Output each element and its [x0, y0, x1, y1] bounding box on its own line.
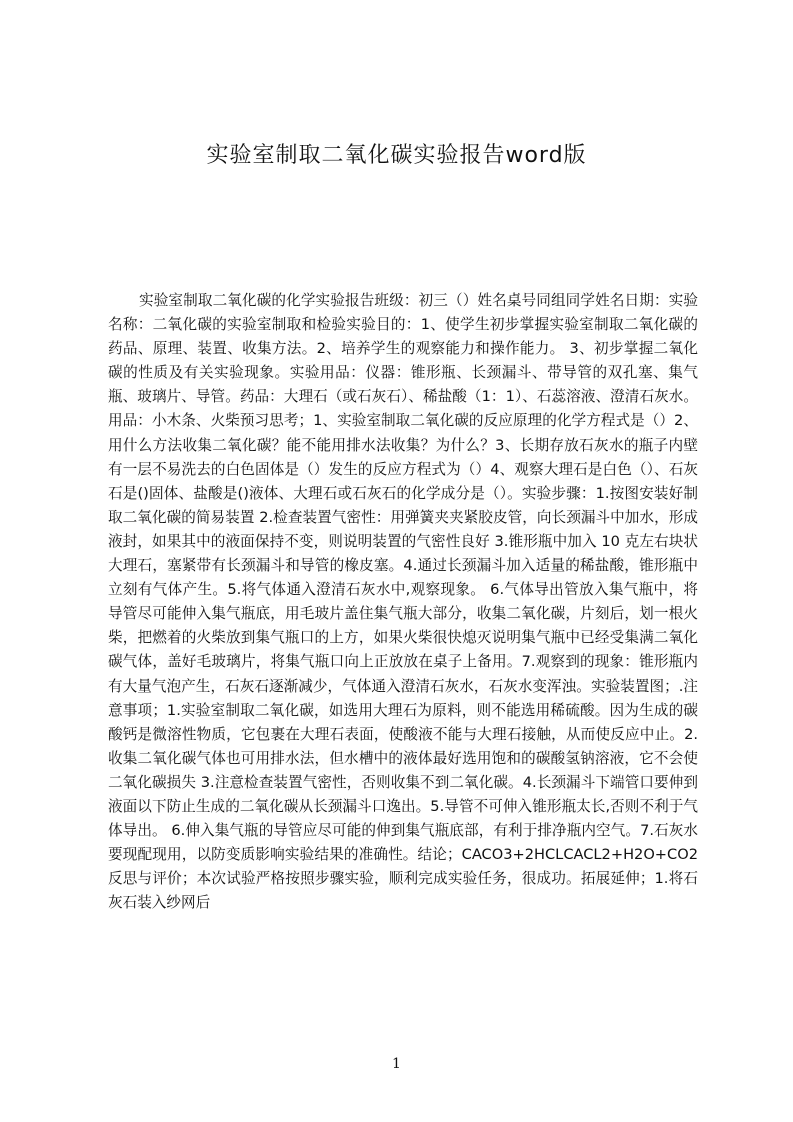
document-body: 实验室制取二氧化碳的化学实验报告班级：初三（）姓名桌号同组同学姓名日期：实验名称：二氧化碳的实验室制取和检验实验目的：1、使学生初步掌握实验室制取二氧化碳的药品、原理、装置、收集方法。2、培养学生的观察能力和操作能力。 3、初步掌握二氧化碳的性质及有关实验现象。实验用品：仪器：锥形瓶、长颈漏斗、带导管的双孔塞、集气瓶、玻璃片、导管。药品：大理石（或石灰石）、稀盐酸（1：1）、石蕊溶液、澄清石灰水。用品：小木条、火柴预习思考；1、实验室制取二氧化碳的反应原理的化学方程式是（）2、用什么方法收集二氧化碳？能不能用排水法收集？为什么？3、长期存放石灰水的瓶子内壁有一层不易洗去的白色固体是（）发生的反应方程式为（）4、观察大理石是白色（）、石灰石是()固体、盐酸是()液体、大理石或石灰石的化学成分是（）。实验步骤：1.按图安装好制取二氧化碳的简易装置 2.检查装置气密性：用弹簧夹夹紧胶皮管，向长颈漏斗中加水，形成液封，如果其中的液面保持不变，则说明装置的气密性良好 3.锥形瓶中加入 10 克左右块状大理石，塞紧带有长颈漏斗和导管的橡皮塞。4.通过长颈漏斗加入适量的稀盐酸，锥形瓶中立刻有气体产生。5.将气体通入澄清石灰水中,观察现象。 6.气体导出管放入集气瓶中，将导管尽可能伸入集气瓶底，用毛玻片盖住集气瓶大部分，收集二氧化碳，片刻后，划一根火柴，把燃着的火柴放到集气瓶口的上方，如果火柴很快熄灭说明集气瓶中已经受集满二氧化碳气体，盖好毛玻璃片，将集气瓶口向上正放放在桌子上备用。7.观察到的现象：锥形瓶内有大量气泡产生，石灰石逐渐减少，气体通入澄清石灰水，石灰水变浑浊。实验装置图；.注意事项；1.实验室制取二氧化碳，如选用大理石为原料，则不能选用稀硫酸。因为生成的碳酸钙是微溶性物质，它包裹在大理石表面，使酸液不能与大理石接触，从而使反应中止。2.收集二氧化碳气体也可用排水法，但水槽中的液体最好选用饱和的碳酸氢钠溶液，它不会使二氧化碳损失 3.注意检查装置气密性，否则收集不到二氧化碳。4.长颈漏斗下端管口要伸到液面以下防止生成的二氧化碳从长颈漏斗口逸出。5.导管不可伸入锥形瓶太长,否则不利于气体导出。 6.伸入集气瓶的导管应尽可能的伸到集气瓶底部，有利于排净瓶内空气。7.石灰水要现配现用，以防变质影响实验结果的准确性。结论；CACO3+2HCLCACL2+H2O+CO2 反思与评价；本次试验严格按照步骤实验，顺利完成实验任务，很成功。拓展延伸；1.将石灰石装入纱网后 [108, 292, 698, 912]
page-number: 1 [392, 1056, 401, 1072]
document-title: 实验室制取二氧化碳实验报告word版 [206, 143, 587, 168]
